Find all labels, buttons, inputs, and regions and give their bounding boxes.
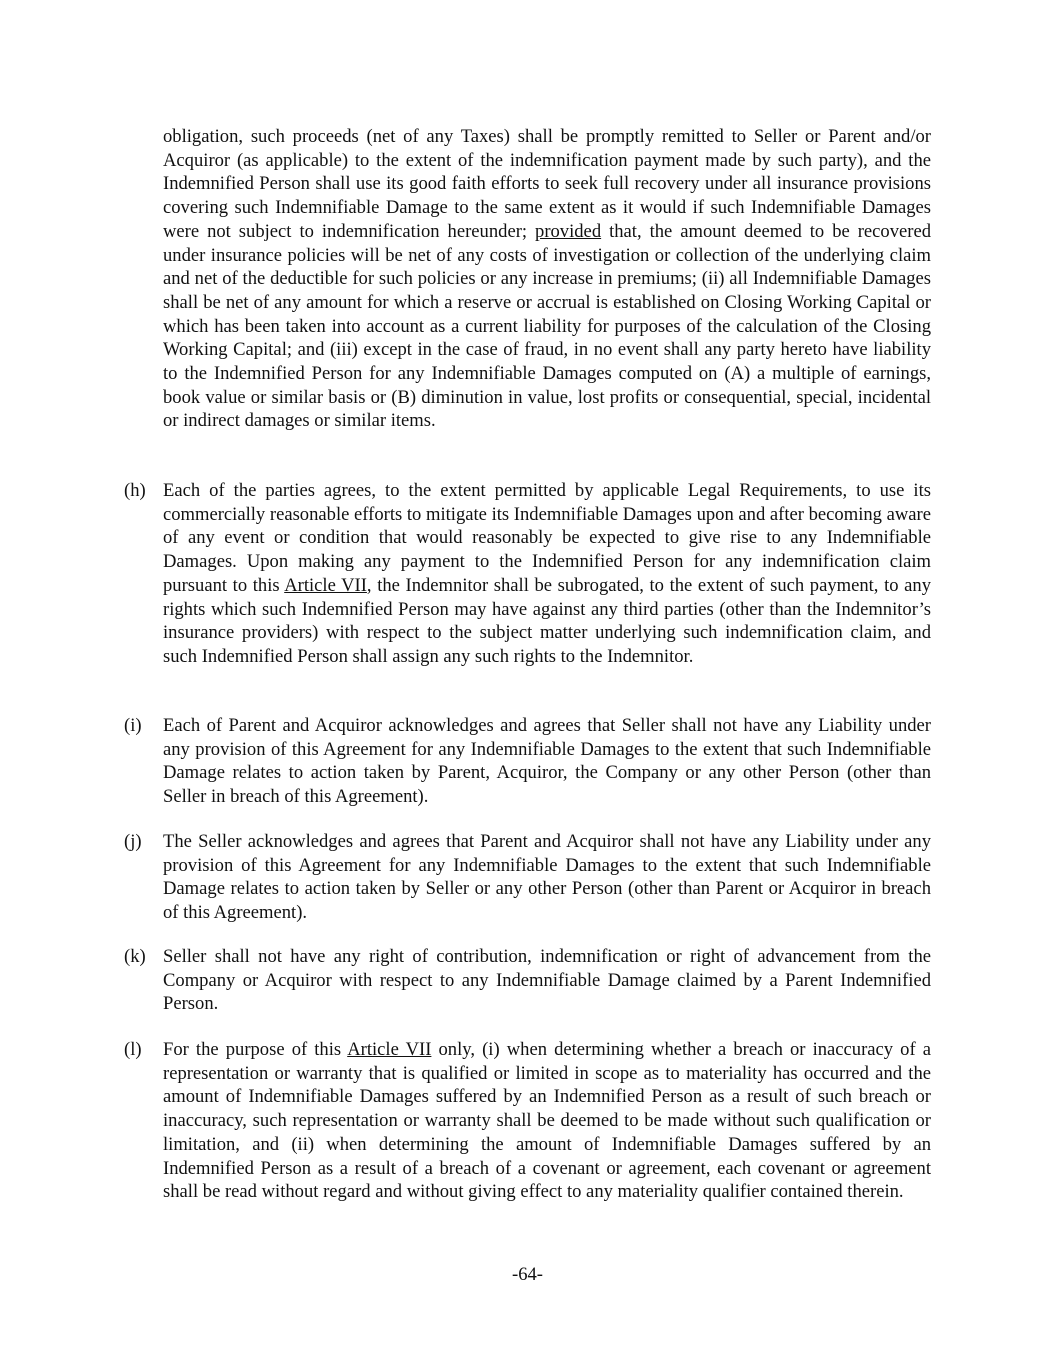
clause-i-label: (i) <box>124 715 142 736</box>
continuation-text-1: obligation, such proceeds (net of any Taxes) shall be promptly remitted to Seller or Parent and/or Acquiror (as applicable) to the extent of the indemnification payment made by such party), and the Indemnified Person shall use its good faith efforts to seek full recovery under all insurance provisions covering such Indemnifiable Damage to the same extent as it would if such Indemnifiable Damages were not subject to indemnification hereunder; <box>163 126 931 242</box>
clause-k-label: (k) <box>124 946 146 967</box>
clause-i-body: Each of Parent and Acquiror acknowledges and agrees that Seller shall not have any Liability under any provision of this Agreement for any Indemnifiable Damages to the extent that such Indemnifiable Damage relates to action taken by Parent, Acquiror, the Company or any other Person (other than Seller in breach of this Agreement). <box>163 715 931 808</box>
clause-j-body: The Seller acknowledges and agrees that Parent and Acquiror shall not have any Liability under any provision of this Agreement for any Indemnifiable Damages to the extent that such Indemnifiable Damage relates to action taken by Seller or any other Person (other than Parent or Acquiror in breach of this Agreement). <box>163 831 931 924</box>
clause-l-text-2: only, (i) when determining whether a breach or inaccuracy of a representation or warranty that is qualified or limited in scope as to materiality has occurred and the amount of Indemnifiable Damages suffered by an Indemnified Person as a result of such breach or inaccuracy, such representation or warranty shall be deemed to be made without such qualification or limitation, and (ii) when determining the amount of Indemnifiable Damages suffered by an Indemnified Person as a result of a breach of a covenant or agreement, each covenant or agreement shall be read without regard and without giving effect to any materiality qualifier contained therein. <box>163 1039 932 1203</box>
continuation-text-2: that, the amount deemed to be recovered under insurance policies will be net of any costs of investigation or collection of the underlying claim and net of the deductible for such policies or any increase in premiums; (ii) all Indemnifiable Damages shall be net of any amount for which a reserve or accrual is established on Closing Working Capital or which has been taken into account as a current liability for purposes of the calculation of the Closing Working Capital; and (iii) except in the case of fraud, in no event shall any party hereto have liability to the Indemnified Person for any Indemnifiable Damages computed on (A) a multiple of earnings, book value or similar basis or (B) diminution in value, lost profits or consequential, special, incidental or indirect damages or similar items. <box>163 220 931 432</box>
clause-j-label: (j) <box>124 831 142 852</box>
clause-h-text-1: Each of the parties agrees, to the extent permitted by applicable Legal Requirements, to use its commercially reasonable efforts to mitigate its Indemnifiable Damages upon and after becoming aware of any event or condition that would reasonably be expected to give rise to any Indemnifiable Damages. Upon making any payment to the Indemnified Person for any indemnification claim pursuant to this <box>163 480 931 596</box>
clause-h-body <box>163 479 931 669</box>
clause-h-text-2: , the Indemnitor shall be subrogated, to the extent of such payment, to any rights which such Indemnified Person may have against any third parties (other than the Indemnitor’s insurance providers) with respect to the subject matter underlying such indemnification claim, and such Indemnified Person shall assign any such rights to the Indemnitor. <box>163 574 932 667</box>
clause-l-article-reference: Article VII <box>347 1039 432 1060</box>
clause-l-label: (l) <box>124 1039 142 1060</box>
provided-term: provided <box>535 220 602 242</box>
clause-l-text-1: For the purpose of this <box>163 1039 348 1060</box>
clause-h-article-reference: Article VII <box>284 574 367 596</box>
clause-h-label: (h) <box>124 480 146 501</box>
clause-k-body: Seller shall not have any right of contribution, indemnification or right of advancement from the Company or Acquiror with respect to any Indemnifiable Damage claimed by a Parent Indemnified Person. <box>163 946 931 1015</box>
continuation-paragraph <box>163 125 931 433</box>
clause-l-body <box>163 1038 931 1204</box>
page-number: -64- <box>512 1264 543 1285</box>
